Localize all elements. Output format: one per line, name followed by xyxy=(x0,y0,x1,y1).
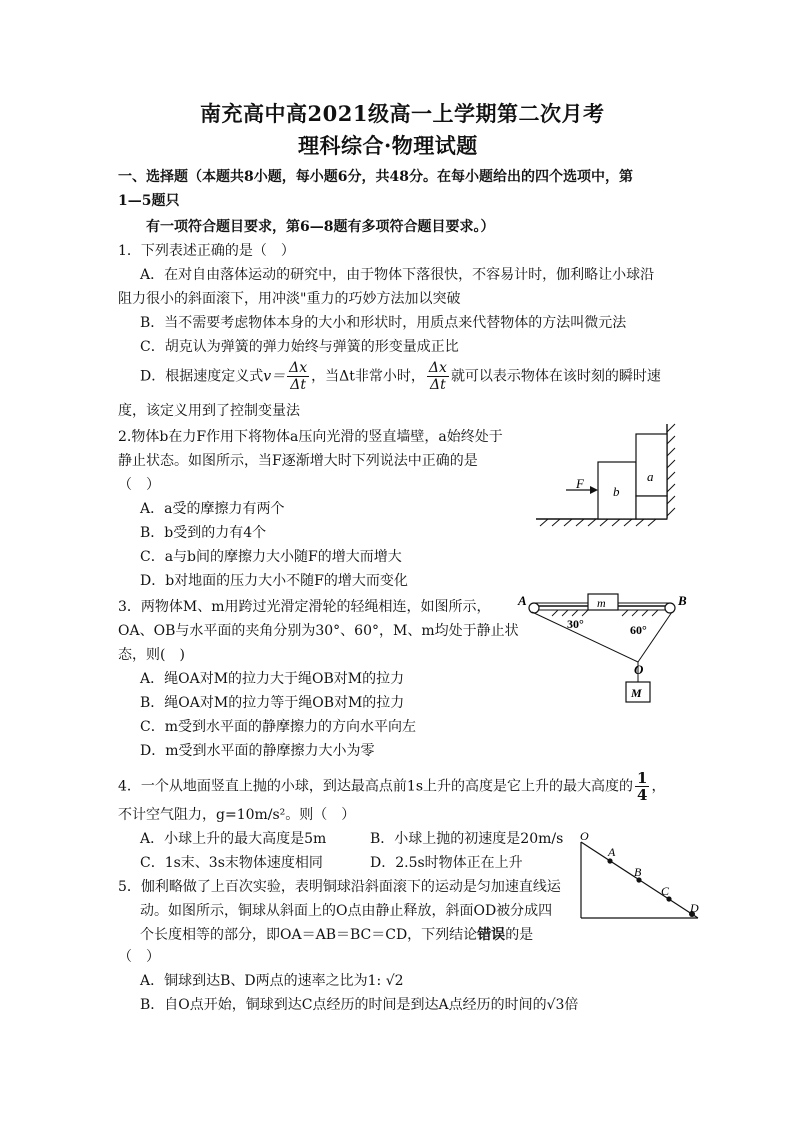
string-oa xyxy=(532,612,638,662)
q4-fraction xyxy=(635,770,649,803)
q2-option-b: B．b受到的力有4个 xyxy=(140,525,267,541)
block-m-label: m xyxy=(597,596,606,610)
q2-stem-line2: 静止状态。如图所示，当F逐渐增大时下列说法中正确的是 xyxy=(118,453,478,469)
string-ob xyxy=(638,612,672,662)
q4-option-d: D．2.5s时物体正在上升 xyxy=(370,855,523,871)
angle-30-label: 30° xyxy=(567,617,584,631)
q4-stem-line1 xyxy=(118,770,665,803)
q5-stem-line1: 5．伽利略做了上百次实验，表明铜球沿斜面滚下的运动是匀加速直线运 xyxy=(118,879,561,895)
q1-d-fraction-2 xyxy=(427,360,449,393)
q1-d-post: 就可以表示物体在该时刻的瞬时速 xyxy=(450,368,661,385)
wall-hatch xyxy=(667,424,675,516)
q2-stem-line1: 2.物体b在力F作用下将物体a压向光滑的竖直墙壁，a始终处于 xyxy=(118,429,503,445)
q3-option-b: B．绳OA对M的拉力等于绳OB对M的拉力 xyxy=(140,695,405,711)
q1-option-d xyxy=(140,360,661,393)
q2-option-a: A．a受的摩擦力有两个 xyxy=(140,501,285,517)
ground-hatch xyxy=(540,519,656,526)
q4-option-a: A．小球上升的最大高度是5m xyxy=(140,831,327,847)
q5-stem-line3 xyxy=(140,924,533,944)
q1-d-prefix: D．根据速度定义式 xyxy=(140,368,264,385)
q3-stem-line1: 3．两物体M、m用跨过光滑定滑轮的轻绳相连，如图所示， xyxy=(118,599,491,615)
q1-stem: 1．下列表述正确的是（ ） xyxy=(118,243,295,259)
q5-paren: （ ） xyxy=(118,949,160,965)
q5-option-a: A．铜球到达B、D两点的速率之比为1: √2 xyxy=(140,973,404,989)
q1-option-b: B．当不需要考虑物体本身的大小和形状时，用质点来代替物体的方法叫微元法 xyxy=(140,315,627,331)
q5-figure xyxy=(570,826,710,926)
q1-option-d-line2: 度，该定义用到了控制变量法 xyxy=(118,403,300,419)
section-heading-line3: 有一项符合题目要求，第6—8题有多项符合题目要求。） xyxy=(146,219,495,235)
q5-stem3-post: 的是 xyxy=(505,927,534,943)
q3-figure xyxy=(512,588,697,713)
section-heading-line1: 一、选择题（本题共8小题，每小题6分，共48分。在每小题给出的四个选项中，第 xyxy=(118,169,633,185)
label-c: C xyxy=(661,884,670,898)
point-a-dot xyxy=(607,858,612,863)
force-label: F xyxy=(576,476,584,491)
q5-stem-line2: 动。如图所示，铜球从斜面上的O点由静止释放，斜面OD被分成四 xyxy=(140,903,553,919)
q1-option-a-line1: A．在对自由落体运动的研究中，由于物体下落很快，不容易计时，伽利略让小球沿 xyxy=(140,267,655,283)
label-d: D xyxy=(690,901,699,915)
q2-paren: （ ） xyxy=(118,477,160,493)
force-arrowhead xyxy=(590,486,598,494)
page-subtitle: 理科综合·物理试题 xyxy=(298,133,478,158)
fraction-denominator: Δt xyxy=(290,377,307,393)
fraction-numerator: Δx xyxy=(289,360,308,376)
q2-figure xyxy=(530,418,680,528)
q4-option-b: B．小球上抛的初速度是20m/s xyxy=(370,831,564,847)
q1-d-fraction-1 xyxy=(287,360,309,393)
table-hatch xyxy=(552,610,658,616)
page-title: 南充高中高2021级高一上学期第二次月考 xyxy=(200,101,605,126)
fraction-numerator: 1 xyxy=(637,769,648,787)
label-o: O xyxy=(580,829,589,843)
point-a-label: A xyxy=(518,593,527,608)
q1-d-velocity: v＝ xyxy=(263,368,286,385)
q4-stem-line2: 不计空气阻力，g=10m/s²。则（ ） xyxy=(118,807,356,823)
block-a-label: a xyxy=(647,469,654,484)
q4-comma: ， xyxy=(651,778,666,795)
block-b-label: b xyxy=(613,484,620,499)
q3-option-a: A．绳OA对M的拉力大于绳OB对M的拉力 xyxy=(140,671,405,687)
pulley-left xyxy=(529,603,539,613)
support-block xyxy=(636,496,667,519)
section-heading-line2: 1—5题只 xyxy=(118,193,180,209)
q1-option-a-line2: 阻力很小的斜面滚下，用冲淡"重力的巧妙方法加以突破 xyxy=(118,291,461,307)
q1-option-c: C．胡克认为弹簧的弹力始终与弹簧的形变量成正比 xyxy=(140,339,459,355)
point-b-label: B xyxy=(678,593,687,608)
point-o-label: O xyxy=(634,662,644,677)
label-b: B xyxy=(634,865,642,879)
fraction-numerator: Δx xyxy=(428,360,447,376)
q1-d-mid: ，当Δt非常小时， xyxy=(311,368,425,385)
q2-option-d: D．b对地面的压力大小不随F的增大而变化 xyxy=(140,573,408,589)
q4-option-c: C．1s末、3s末物体速度相同 xyxy=(140,855,323,871)
block-M-label: M xyxy=(631,686,642,700)
q5-stem3-pre: 个长度相等的部分，即OA＝AB＝BC＝CD，下列结论 xyxy=(140,927,478,943)
q5-stem3-emphasis: 错误 xyxy=(477,927,506,943)
label-a: A xyxy=(608,845,616,859)
angle-60-label: 60° xyxy=(630,623,647,637)
q4-stem-text: 4．一个从地面竖直上抛的小球，到达最高点前1s上升的高度是它上升的最大高度的 xyxy=(118,778,633,795)
block-a xyxy=(636,434,667,496)
q3-stem-line3: 态，则( ) xyxy=(118,647,185,663)
pulley-right xyxy=(665,603,675,613)
fraction-denominator: Δt xyxy=(430,377,446,393)
q3-option-c: C．m受到水平面的静摩擦力的方向水平向左 xyxy=(140,719,416,735)
fraction-denominator: 4 xyxy=(637,786,648,804)
q5-option-b: B．自O点开始，铜球到达C点经历的时间是到达A点经历的时间的√3倍 xyxy=(140,997,579,1013)
q3-option-d: D．m受到水平面的静摩擦力大小为零 xyxy=(140,743,375,759)
q2-option-c: C．a与b间的摩擦力大小随F的增大而增大 xyxy=(140,549,402,565)
q3-stem-line2: OA、OB与水平面的夹角分别为30°、60°，M、m均处于静止状 xyxy=(118,623,519,639)
